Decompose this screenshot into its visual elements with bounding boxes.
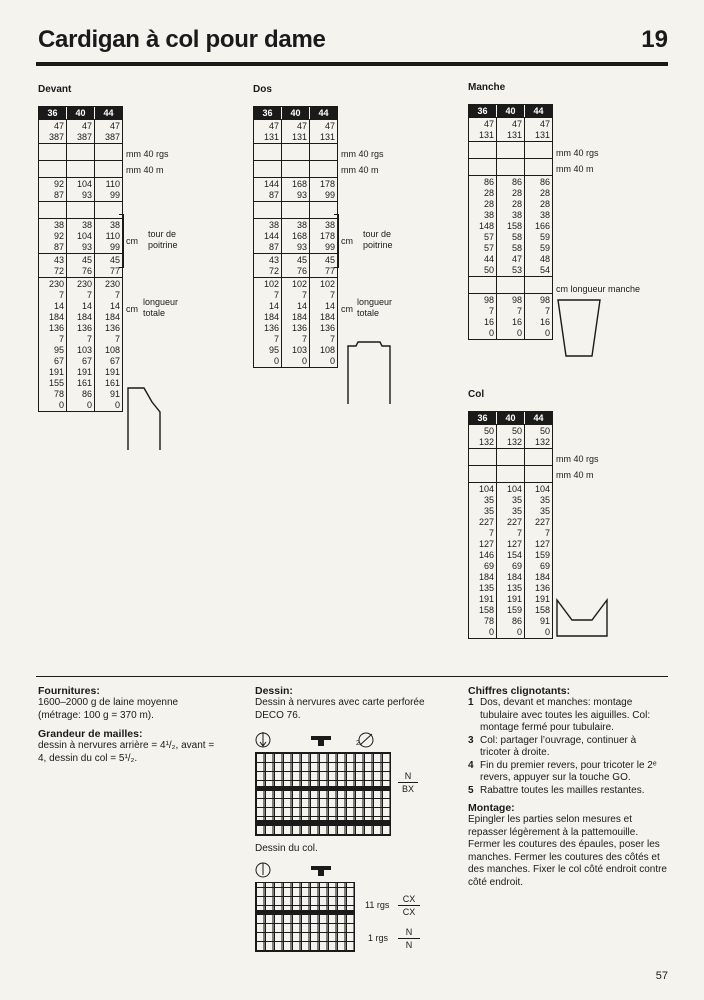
table-cell <box>310 144 337 160</box>
table-cell: 144 87 <box>254 178 282 201</box>
chart-bx-label: BX <box>401 784 414 794</box>
table-cell: 45 76 <box>282 254 310 277</box>
table-cell: 86 28 28 38 148 57 57 44 50 <box>469 176 497 276</box>
chiffre-item <box>468 735 668 760</box>
table-block <box>254 277 337 367</box>
table-cell <box>497 277 525 293</box>
devant-cm-1: cm <box>126 236 138 246</box>
chiffres-heading: Chiffres clignotants: <box>468 685 571 697</box>
devant-bracket <box>119 214 124 268</box>
table-cell: 50 132 <box>469 425 497 448</box>
table-block <box>254 218 337 253</box>
rib-pattern-band-1 <box>255 786 391 791</box>
table-cell <box>254 161 282 177</box>
size-header <box>254 107 337 119</box>
table-cell: 230 7 14 184 136 7 103 67 191 161 86 0 <box>67 278 95 411</box>
col-label: Col <box>468 389 485 400</box>
grandeur-line1: dessin à nervures arrière = 4¹/₂, avant = <box>38 740 215 751</box>
dessin-heading: Dessin: <box>255 685 293 697</box>
table-cell: 104 35 35 227 7 127 159 69 184 136 191 158 91 0 <box>534 484 550 637</box>
chiffre-text: Rabattre toutes les mailles restantes. <box>480 784 645 796</box>
size-header-cell: 40 <box>67 107 95 119</box>
table-block <box>254 160 337 177</box>
table-block <box>469 293 552 339</box>
section-divider <box>36 676 668 677</box>
devant-cm-2: cm <box>126 304 138 314</box>
size-header <box>469 105 552 117</box>
table-block <box>39 177 122 201</box>
table-block <box>254 201 337 218</box>
table-cell: 45 76 <box>67 254 95 277</box>
table-cell: 178 99 <box>319 179 335 200</box>
chiffre-number: 5 <box>468 784 474 796</box>
table-cell: 230 7 14 184 136 7 108 67 191 161 91 0 <box>104 279 120 410</box>
montage-heading: Montage: <box>468 802 515 814</box>
table-cell: 38 92 87 <box>39 219 67 253</box>
table-block <box>469 117 552 141</box>
table-block <box>254 177 337 201</box>
dessin-line1: Dessin à nervures avec carte perforée <box>255 697 425 708</box>
dos-table <box>253 106 338 368</box>
manche-label: Manche <box>468 82 506 93</box>
table-block <box>39 119 122 143</box>
table-cell: 92 87 <box>39 178 67 201</box>
table-cell: 45 77 <box>324 255 335 276</box>
table-cell <box>310 161 337 177</box>
montage-text: Epingler les parties selon mesures et repasser légèrement à la pattemouille. Fermer les coutures des épaules, poser les manches. Fermer les coutures des côtés et des manches. Fixer le col côté endroit contre côté endroit. <box>468 814 667 888</box>
table-cell <box>282 202 310 218</box>
table-cell: 110 99 <box>105 179 120 200</box>
table-cell: 47 131 <box>254 120 282 143</box>
table-cell <box>497 142 525 158</box>
table-cell <box>497 466 525 482</box>
dos-totale: totale <box>357 308 380 318</box>
chiffres-list <box>468 697 668 797</box>
table-cell <box>254 202 282 218</box>
devant-label: Devant <box>38 84 72 95</box>
dessin-section <box>255 685 455 722</box>
size-header <box>39 107 122 119</box>
devant-poitrine: poitrine <box>148 240 178 250</box>
table-cell <box>497 159 525 175</box>
dessin-col-label: Dessin du col. <box>255 843 318 854</box>
table-block <box>469 448 552 465</box>
table-cell: 102 7 14 184 136 7 108 0 <box>319 279 335 366</box>
dos-poitrine: poitrine <box>363 240 393 250</box>
fournitures-line1: 1600–2000 g de laine moyenne <box>38 697 179 708</box>
table-cell <box>39 161 67 177</box>
table-cell <box>67 161 95 177</box>
size-header-cell: 40 <box>497 412 525 424</box>
manche-shape-icon <box>556 296 604 360</box>
table-cell <box>497 449 525 465</box>
size-header <box>469 412 552 424</box>
table-cell: 230 7 14 184 136 7 95 67 191 155 78 0 <box>39 278 67 411</box>
table-cell <box>39 144 67 160</box>
table-block <box>469 175 552 276</box>
rib-pattern-band-2 <box>255 820 391 825</box>
chart-n-label: N <box>398 771 418 783</box>
devant-tour: tour de <box>148 229 177 239</box>
table-cell <box>525 466 552 482</box>
table-cell: 102 7 14 184 136 7 103 0 <box>282 278 310 367</box>
dos-cm-1: cm <box>341 236 353 246</box>
dos-longueur: longueur <box>357 297 393 307</box>
devant-mm40rgs: mm 40 rgs <box>126 149 169 159</box>
chiffre-number: 3 <box>468 734 474 746</box>
page-number: 57 <box>655 970 668 982</box>
symbol-2-label: 2 <box>356 740 360 747</box>
table-cell: 47 131 <box>319 121 335 142</box>
size-header-cell: 44 <box>533 413 544 423</box>
table-cell: 104 35 35 227 7 127 154 69 184 135 191 159 86 0 <box>497 483 525 638</box>
table-cell: 104 35 35 227 7 127 146 69 184 135 191 158 78 0 <box>469 483 497 638</box>
table-cell: 38 144 87 <box>254 219 282 253</box>
size-header-cell: 36 <box>39 107 67 119</box>
devant-table <box>38 106 123 412</box>
table-cell: 38 110 99 <box>105 220 120 252</box>
size-header-cell: 44 <box>103 108 114 118</box>
size-header-cell: 44 <box>318 108 329 118</box>
table-cell <box>525 449 552 465</box>
size-header-cell: 36 <box>254 107 282 119</box>
table-cell: 102 7 14 184 136 7 95 0 <box>254 278 282 367</box>
table-block <box>39 143 122 160</box>
table-cell: 45 77 <box>109 255 120 276</box>
table-block <box>39 201 122 218</box>
table-cell: 50 132 <box>534 426 550 447</box>
table-cell: 47 387 <box>104 121 120 142</box>
table-cell: 47 387 <box>39 120 67 143</box>
chiffre-text: Col: partager l’ouvrage, continuer à tricoter à droite. <box>480 734 637 758</box>
table-cell: 47 131 <box>497 118 525 141</box>
pattern-number: 19 <box>641 26 668 53</box>
col-cx-top: CX <box>398 894 420 906</box>
grandeur-heading: Grandeur de mailles: <box>38 728 143 740</box>
table-cell: 98 7 16 0 <box>539 295 550 338</box>
table-block <box>469 482 552 638</box>
table-block <box>39 277 122 411</box>
table-cell <box>525 277 552 293</box>
table-cell: 86 28 28 38 158 58 58 47 53 <box>497 176 525 276</box>
table-cell <box>525 159 552 175</box>
table-cell: 43 72 <box>39 254 67 277</box>
table-cell <box>95 161 122 177</box>
table-cell <box>469 449 497 465</box>
table-cell: 38 104 93 <box>67 219 95 253</box>
col-1rgs: 1 rgs <box>368 933 389 943</box>
manche-longueur: cm longueur manche <box>556 284 641 294</box>
table-block <box>469 158 552 175</box>
chiffre-number: 1 <box>468 697 474 708</box>
table-block <box>254 143 337 160</box>
table-cell <box>310 202 337 218</box>
table-block <box>39 218 122 253</box>
table-block <box>469 276 552 293</box>
table-cell <box>469 142 497 158</box>
table-cell: 38 178 99 <box>319 220 335 252</box>
table-cell: 98 7 16 0 <box>469 294 497 339</box>
col-pattern-stripes <box>263 882 355 952</box>
col-n-bottom: N <box>405 940 413 950</box>
dos-mm40rgs: mm 40 rgs <box>341 149 384 159</box>
col-mm40m: mm 40 m <box>556 470 594 480</box>
table-cell: 38 168 93 <box>282 219 310 253</box>
table-cell <box>67 144 95 160</box>
fournitures-line2: (métrage: 100 g = 370 m). <box>38 709 154 721</box>
table-cell <box>469 466 497 482</box>
size-header-cell: 44 <box>533 106 544 116</box>
dos-shape-icon <box>344 336 394 406</box>
table-cell <box>525 142 552 158</box>
fournitures-heading: Fournitures: <box>38 685 100 697</box>
devant-shape-icon <box>126 382 164 452</box>
grandeur-line2: 4, dessin du col = 5¹/₂. <box>38 752 138 764</box>
size-header-cell: 40 <box>282 107 310 119</box>
table-block <box>469 141 552 158</box>
table-cell: 47 387 <box>67 120 95 143</box>
table-block <box>469 424 552 448</box>
devant-mm40m: mm 40 m <box>126 165 164 175</box>
table-cell: 47 131 <box>469 118 497 141</box>
size-header-cell: 40 <box>497 105 525 117</box>
table-cell: 104 93 <box>67 178 95 201</box>
table-cell <box>469 159 497 175</box>
devant-totale: totale <box>143 308 166 318</box>
page-title: Cardigan à col pour dame <box>38 26 326 53</box>
table-cell: 98 7 16 0 <box>497 294 525 339</box>
table-block <box>254 119 337 143</box>
devant-longueur: longueur <box>143 297 179 307</box>
table-cell <box>282 161 310 177</box>
table-block <box>469 465 552 482</box>
table-block <box>254 253 337 277</box>
table-cell <box>95 144 122 160</box>
chiffre-text: Fin du premier revers, pour tricoter le 2ᵉ revers, appuyer sur la touche GO. <box>480 759 657 783</box>
dos-cm-2: cm <box>341 304 353 314</box>
table-cell: 47 131 <box>534 119 550 140</box>
fournitures-section <box>38 685 238 765</box>
table-block <box>39 160 122 177</box>
chiffre-item <box>468 760 668 785</box>
dos-mm40m: mm 40 m <box>341 165 379 175</box>
header-rule <box>36 62 668 66</box>
table-cell <box>282 144 310 160</box>
col-n-top: N <box>398 927 420 939</box>
table-cell: 43 72 <box>254 254 282 277</box>
manche-mm40rgs: mm 40 rgs <box>556 148 599 158</box>
size-header-cell: 36 <box>469 412 497 424</box>
col-table <box>468 411 553 639</box>
col-cx-bottom: CX <box>402 907 416 917</box>
table-cell <box>254 144 282 160</box>
table-block <box>39 253 122 277</box>
col-11rgs: 11 rgs <box>365 900 390 910</box>
col-needle-symbols-icon <box>255 861 335 879</box>
table-cell: 50 132 <box>497 425 525 448</box>
table-cell <box>39 202 67 218</box>
chiffre-item <box>468 697 668 735</box>
table-cell: 86 28 28 38 166 59 59 48 54 <box>534 177 550 275</box>
col-shape-icon <box>554 598 612 640</box>
size-header-cell: 36 <box>469 105 497 117</box>
chiffres-section <box>468 685 668 889</box>
col-mm40rgs: mm 40 rgs <box>556 454 599 464</box>
chiffre-number: 4 <box>468 759 474 771</box>
table-cell <box>469 277 497 293</box>
table-cell: 168 93 <box>282 178 310 201</box>
dos-tour: tour de <box>363 229 392 239</box>
table-cell: 47 131 <box>282 120 310 143</box>
manche-table <box>468 104 553 340</box>
dos-label: Dos <box>253 84 272 95</box>
manche-mm40m: mm 40 m <box>556 164 594 174</box>
table-cell <box>67 202 95 218</box>
chiffre-text: Dos, devant et manches: montage tubulaire avec toutes les aiguilles. Col: montage fermé pour tubulaire. <box>480 697 651 733</box>
chiffre-item <box>468 785 668 798</box>
dos-bracket <box>334 214 339 268</box>
col-pattern-band <box>255 910 355 915</box>
dessin-line2: DECO 76. <box>255 709 301 721</box>
table-cell <box>95 202 122 218</box>
